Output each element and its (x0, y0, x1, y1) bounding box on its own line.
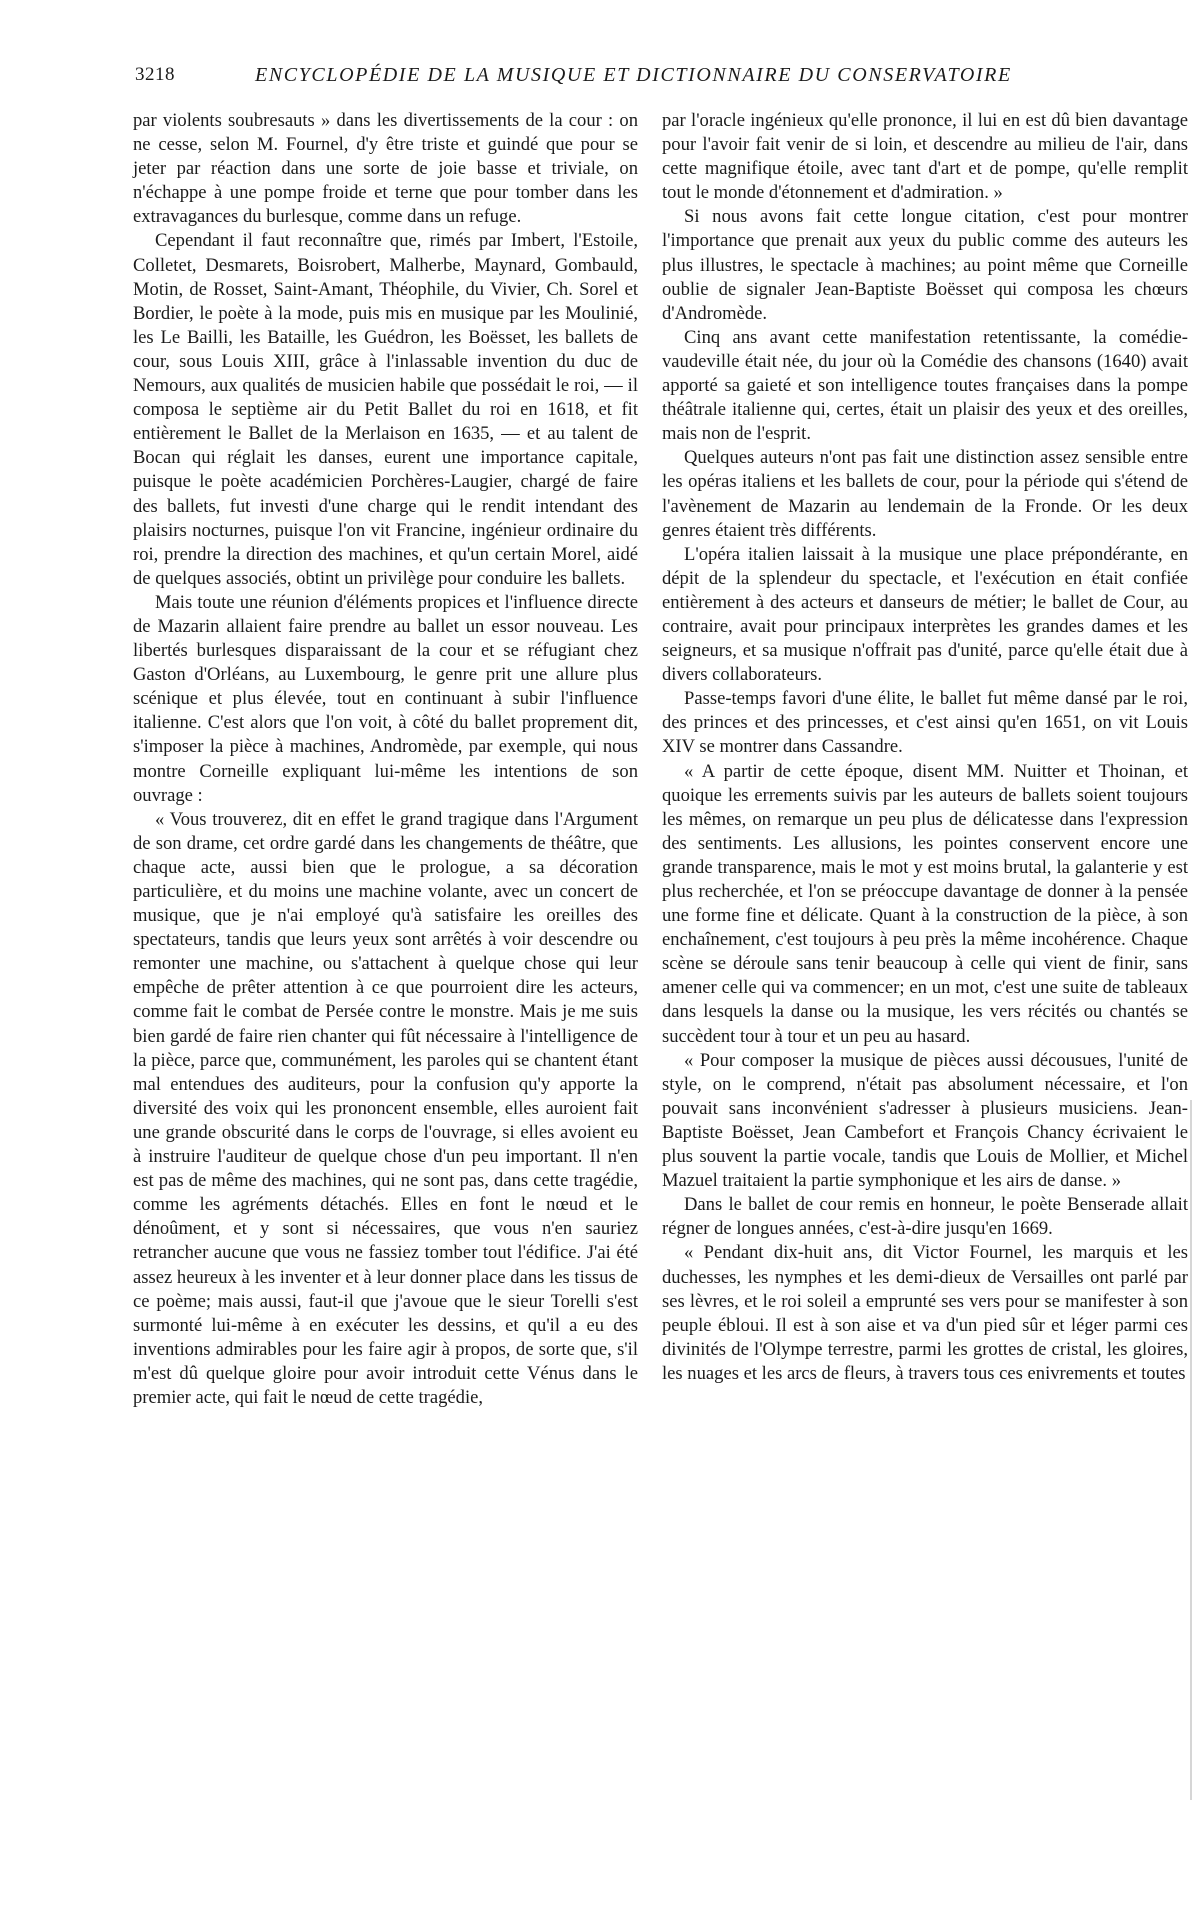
paragraph: Cinq ans avant cette manifestation retentissante, la comédie-vaudeville était née, du jour où la Comédie des chansons (1640) avait apporté sa gaieté et son intelligence toutes françaises dans la pompe théâtrale italienne qui, certes, était un plaisir des yeux et des oreilles, mais non de l'esprit. (662, 326, 1188, 445)
paragraph: L'opéra italien laissait à la musique une place prépondérante, en dépit de la splendeur du spectacle, et l'exécution en était confiée entièrement à des acteurs et danseurs de métier; le ballet de Cour, au contraire, avait pour principaux interprètes les grandes dames et les seigneurs, et sa musique n'offrait pas d'unité, parce qu'elle était due à divers collaborateurs. (662, 543, 1188, 686)
paragraph: « Pour composer la musique de pièces aussi décousues, l'unité de style, on le comprend, n'était pas absolument nécessaire, et l'on pouvait sans inconvénient s'adresser à plusieurs musiciens. Jean-Baptiste Boësset, Jean Cambefort et François Chancy écrivaient le plus souvent la partie vocale, tandis que Louis de Mollier, et Michel Mazuel traitaient la partie symphonique et les airs de danse. » (662, 1049, 1188, 1192)
paragraph: « Pendant dix-huit ans, dit Victor Fournel, les marquis et les duchesses, les nymphes et les demi-dieux de Versailles ont parlé par ses lèvres, et le roi soleil a emprunté ses vers pour se manifester à son peuple ébloui. Il est à son aise et va d'un pied sûr et léger parmi ces divinités de l'Olympe terrestre, parmi les grottes de cristal, les gloires, les nuages et les arcs de fleurs, à travers tous ces enivrements et toutes (662, 1242, 1188, 1384)
paragraph: Dans le ballet de cour remis en honneur, le poète Benserade allait régner de longues années, c'est-à-dire jusqu'en 1669. (662, 1194, 1188, 1240)
paragraph: « Vous trouverez, dit en effet le grand tragique dans l'Argument de son drame, cet ordre gardé dans les changements de théâtre, que chaque acte, aussi bien que le prologue, a sa décoration particulière, et du moins une machine volante, avec un concert de musique, que je n'ai employé qu'à satisfaire les oreilles des spectateurs, tandis que leurs yeux sont arrêtés à voir descendre ou remonter une machine, ou s'attachent à quelque chose qui leur empêche de prêter attention à ce que pourroient dire les acteurs, comme fait le combat de Persée contre le monstre. Mais je me suis bien gardé de faire rien chanter qui fût nécessaire à l'intelligence de la pièce, parce que, communément, les paroles qui se chantent étant mal entendues des auditeurs, pour la confusion qu'y apporte la diversité des voix qui les prononcent ensemble, elles auroient fait une grande obscurité dans le corps de l'ouvrage, si elles avoient eu à instruire l'auditeur de quelque chose d'un peu important. Il n'en est pas de même des machines, qui ne sont pas, dans cette tragédie, comme les agréments détachés. Elles en font le nœud et le dénoûment, et y sont si nécessaires, que vous n'en sauriez retrancher aucune que vous ne fassiez tomber tout l'édifice. J'ai été assez heureux à les inventer et à leur donner place dans les tissus de ce poème; mais aussi, faut-il que j'avoue que le sieur Torelli s'est surmonté lui-même à en exécuter les dessins, et qu'il a eu des inventions admirables pour les faire agir à propos, de sorte que, s'il m'est dû quelque gloire pour avoir introduit cette Vénus dans le premier acte, qui fait le nœud de cette tragédie, (133, 808, 638, 1408)
paragraph: par violents soubresauts » dans les divertissements de la cour : on ne cesse, selon M. Fournel, d'y être triste et guindé que pour se jeter par réaction dans une sorte de joie basse et triviale, on n'échappe à une pompe froide et terne que pour tomber dans les extravagances du burlesque, comme dans un refuge. (133, 110, 638, 228)
page-number: 3218 (135, 64, 175, 85)
paragraph: « A partir de cette époque, disent MM. Nuitter et Thoinan, et quoique les errements suivis par les auteurs de ballets soient toujours les mêmes, on remarque un peu plus de délicatesse dans l'expression des sentiments. Les allusions, les pointes conservent encore une grande transparence, mais le mot y est moins brutal, la galanterie y est plus recherchée, et l'on se préoccupe davantage de donner à la pensée une forme fine et délicate. Quant à la construction de la pièce, à son enchaînement, c'est toujours à peu près la même incohérence. Chaque scène se déroule sans tenir beaucoup à celle qui vient de finir, sans amener celle qui va commencer; en un mot, c'est une suite de tableaux dans lesquels la danse ou la musique, les vers récités ou chantés se succèdent tour à tour et un peu au hasard. (662, 760, 1188, 1047)
running-header (135, 64, 1080, 92)
paragraph: Quelques auteurs n'ont pas fait une distinction assez sensible entre les opéras italiens et les ballets de cour, pour la période qui s'étend de l'avènement de Mazarin au lendemain de la Fronde. Or les deux genres étaient très différents. (662, 447, 1188, 541)
paragraph: Passe-temps favori d'une élite, le ballet fut même dansé par le roi, des princes et des princesses, et c'est ainsi qu'en 1651, on vit Louis XIV se montrer dans Cassandre. (662, 688, 1188, 758)
right-text-column (662, 109, 1188, 1386)
margin-shadow (1190, 1100, 1192, 1800)
running-title: ENCYCLOPÉDIE DE LA MUSIQUE ET DICTIONNAIRE DU CONSERVATOIRE (255, 64, 1012, 86)
paragraph: Mais toute une réunion d'éléments propices et l'influence directe de Mazarin allaient faire prendre au ballet un essor nouveau. Les libertés burlesques disparaissant de la cour et se réfugiant chez Gaston d'Orléans, au Luxembourg, le genre prit une allure plus scénique et plus élevée, tout en continuant à subir l'influence italienne. C'est alors que l'on voit, à côté du ballet proprement dit, s'imposer la pièce à machines, Andromède, par exemple, qui nous montre Corneille expliquant lui-même les intentions de son ouvrage : (133, 591, 638, 806)
paragraph: Si nous avons fait cette longue citation, c'est pour montrer l'importance que prenait aux yeux du public comme des auteurs les plus illustres, le spectacle à machines; au point même que Corneille oublie de signaler Jean-Baptiste Boësset qui composa les chœurs d'Andromède. (662, 206, 1188, 324)
paragraph: par l'oracle ingénieux qu'elle prononce, il lui en est dû bien davantage pour l'avoir fait venir de si loin, et descendre au milieu de l'air, dans cette magnifique étoile, avec tant d'art et de pompe, qu'elle remplit tout le monde d'étonnement et d'admiration. » (662, 110, 1188, 204)
left-text-column (133, 109, 638, 1410)
paragraph: Cependant il faut reconnaître que, rimés par Imbert, l'Estoile, Colletet, Desmarets, Boisrobert, Malherbe, Maynard, Gombauld, Motin, de Rosset, Saint-Amant, Théophile, du Vivier, Ch. Sorel et Bordier, le poète à la mode, puis mis en musique par les Moulinié, les Le Bailli, les Bataille, les Guédron, les Boësset, les ballets de cour, sous Louis XIII, grâce à l'inlassable invention du duc de Nemours, aux qualités de musicien habile que possédait le roi, — il composa le septième air du Petit Ballet du roi en 1618, et fit entièrement le Ballet de la Merlaison en 1635, — et au talent de Bocan qui réglait les danses, eurent une importance capitale, puisque le poète académicien Porchères-Laugier, chargé de faire des ballets, fut investi d'une charge qui le rendit intendant des plaisirs nocturnes, puisque l'on vit Francine, ingénieur ordinaire du roi, prendre la direction des machines, et qu'un certain Morel, aidé de quelques associés, obtint un privilège pour conduire les ballets. (133, 230, 638, 589)
